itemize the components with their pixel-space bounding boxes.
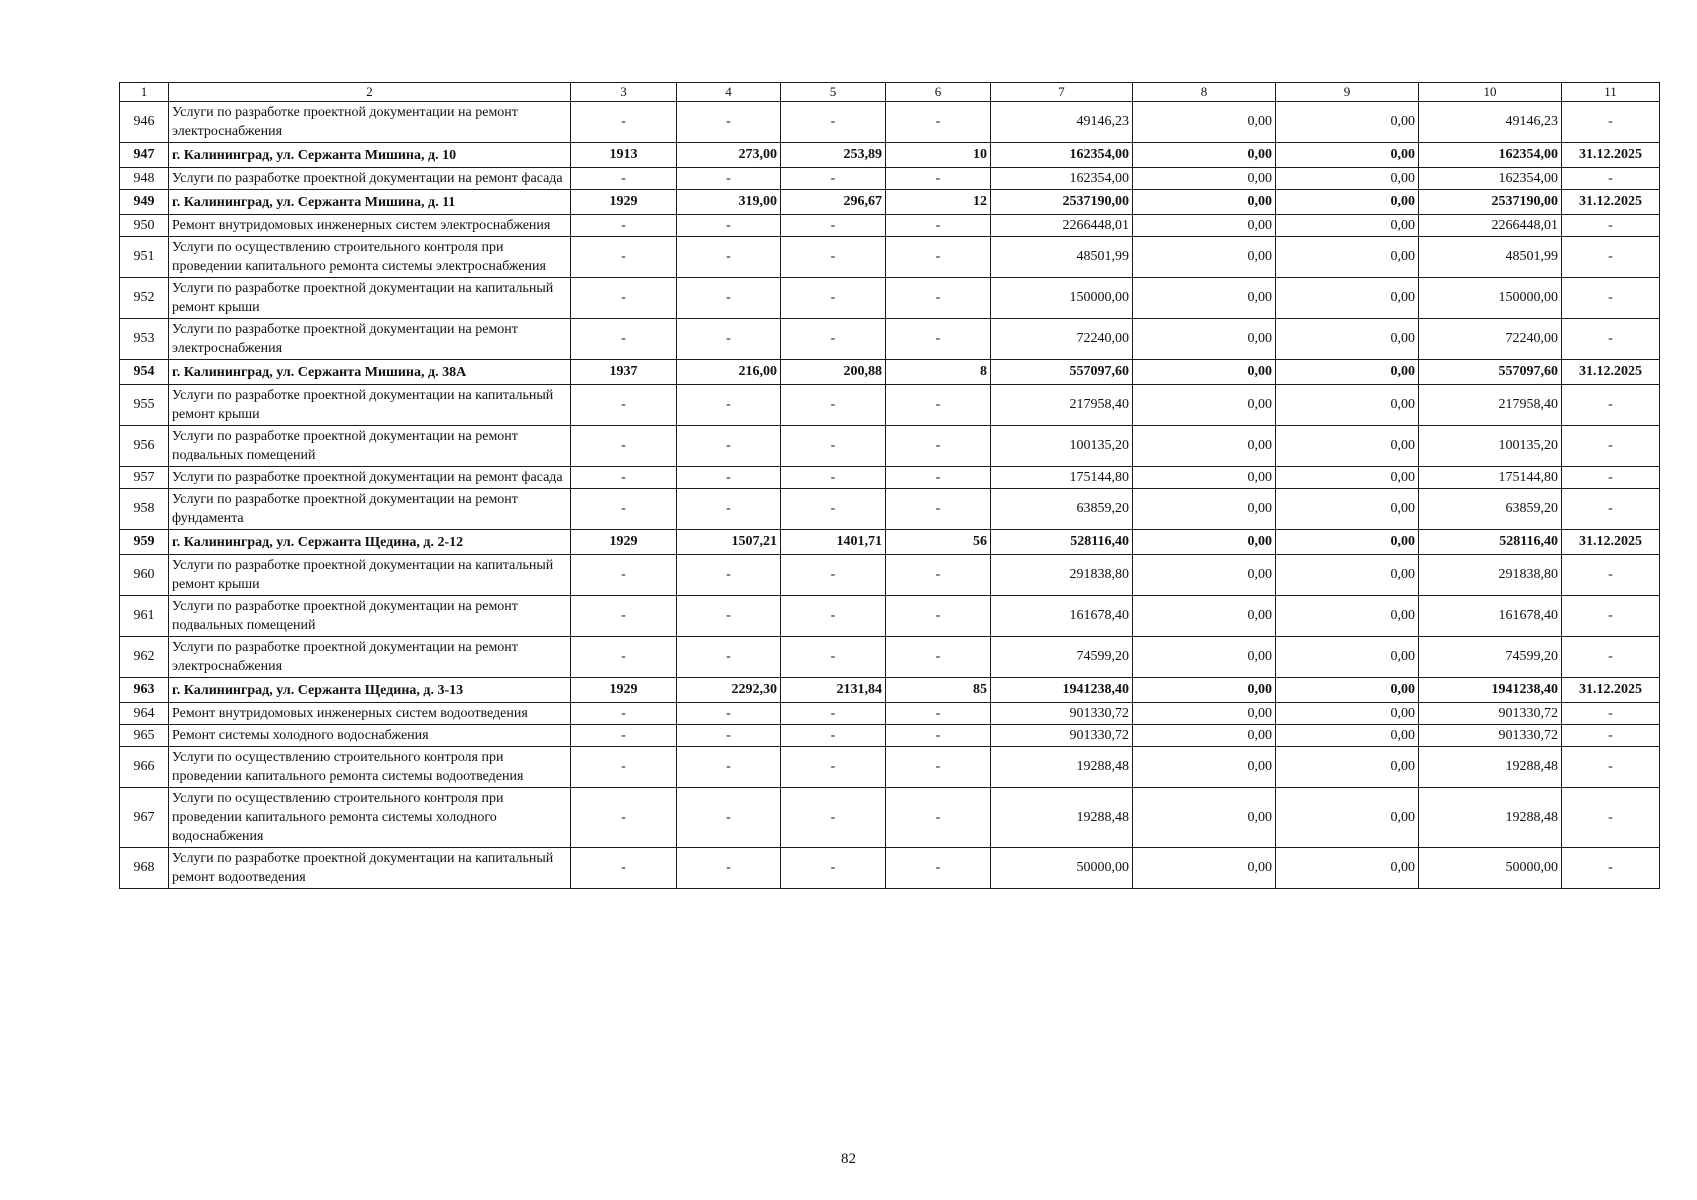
total-cost-cell: 49146,23 — [991, 102, 1133, 143]
table-body — [120, 102, 1660, 889]
area-total-cell: - — [677, 278, 781, 319]
year-cell: - — [571, 637, 677, 678]
residents-cell: - — [886, 703, 991, 725]
cost-col9-cell: 0,00 — [1276, 848, 1419, 889]
area-living-cell: 296,67 — [781, 190, 886, 215]
description-cell: Услуги по осуществлению строительного контроля при проведении капитального ремонта системы водоотведения — [169, 747, 571, 788]
table-row — [120, 596, 1660, 637]
row-number-cell: 956 — [120, 426, 169, 467]
description-cell: Услуги по разработке проектной документации на ремонт фасада — [169, 467, 571, 489]
residents-cell: - — [886, 237, 991, 278]
year-cell: 1913 — [571, 143, 677, 168]
cost-col10-cell: 19288,48 — [1419, 747, 1562, 788]
area-total-cell: 216,00 — [677, 360, 781, 385]
cost-col10-cell: 1941238,40 — [1419, 678, 1562, 703]
year-cell: 1937 — [571, 360, 677, 385]
residents-cell: - — [886, 319, 991, 360]
residents-cell: 56 — [886, 530, 991, 555]
row-number-cell: 959 — [120, 530, 169, 555]
column-header: 1 — [120, 83, 169, 102]
area-total-cell: - — [677, 747, 781, 788]
table-row — [120, 848, 1660, 889]
table-row — [120, 385, 1660, 426]
column-header: 9 — [1276, 83, 1419, 102]
column-header: 8 — [1133, 83, 1276, 102]
area-total-cell: - — [677, 237, 781, 278]
deadline-cell: - — [1562, 426, 1660, 467]
residents-cell: - — [886, 102, 991, 143]
year-cell: - — [571, 848, 677, 889]
description-cell: Услуги по осуществлению строительного контроля при проведении капитального ремонта системы холодного водоснабжения — [169, 788, 571, 848]
description-cell: Ремонт внутридомовых инженерных систем водоотведения — [169, 703, 571, 725]
deadline-cell: 31.12.2025 — [1562, 530, 1660, 555]
area-total-cell: - — [677, 725, 781, 747]
area-total-cell: 319,00 — [677, 190, 781, 215]
cost-col9-cell: 0,00 — [1276, 143, 1419, 168]
area-living-cell: - — [781, 555, 886, 596]
year-cell: - — [571, 319, 677, 360]
row-number-cell: 946 — [120, 102, 169, 143]
cost-col9-cell: 0,00 — [1276, 215, 1419, 237]
area-living-cell: 253,89 — [781, 143, 886, 168]
year-cell: - — [571, 555, 677, 596]
total-cost-cell: 19288,48 — [991, 788, 1133, 848]
area-total-cell: - — [677, 848, 781, 889]
cost-col9-cell: 0,00 — [1276, 467, 1419, 489]
year-cell: - — [571, 237, 677, 278]
cost-col8-cell: 0,00 — [1133, 360, 1276, 385]
cost-col8-cell: 0,00 — [1133, 788, 1276, 848]
address-row — [120, 143, 1660, 168]
cost-col9-cell: 0,00 — [1276, 426, 1419, 467]
description-cell: Услуги по разработке проектной документации на капитальный ремонт водоотведения — [169, 848, 571, 889]
deadline-cell: - — [1562, 102, 1660, 143]
deadline-cell: - — [1562, 747, 1660, 788]
cost-col8-cell: 0,00 — [1133, 848, 1276, 889]
cost-col8-cell: 0,00 — [1133, 747, 1276, 788]
cost-col9-cell: 0,00 — [1276, 788, 1419, 848]
area-total-cell: - — [677, 555, 781, 596]
residents-cell: - — [886, 747, 991, 788]
description-cell: Услуги по разработке проектной документации на ремонт подвальных помещений — [169, 426, 571, 467]
row-number-cell: 960 — [120, 555, 169, 596]
deadline-cell: - — [1562, 489, 1660, 530]
cost-col8-cell: 0,00 — [1133, 237, 1276, 278]
area-living-cell: - — [781, 703, 886, 725]
cost-col9-cell: 0,00 — [1276, 237, 1419, 278]
residents-cell: 8 — [886, 360, 991, 385]
total-cost-cell: 901330,72 — [991, 725, 1133, 747]
description-cell: Услуги по разработке проектной документации на ремонт фасада — [169, 168, 571, 190]
year-cell: - — [571, 385, 677, 426]
cost-col10-cell: 901330,72 — [1419, 725, 1562, 747]
area-total-cell: - — [677, 489, 781, 530]
table-row — [120, 319, 1660, 360]
residents-cell: - — [886, 848, 991, 889]
row-number-cell: 957 — [120, 467, 169, 489]
cost-col9-cell: 0,00 — [1276, 102, 1419, 143]
area-total-cell: 2292,30 — [677, 678, 781, 703]
deadline-cell: - — [1562, 168, 1660, 190]
residents-cell: - — [886, 555, 991, 596]
residents-cell: - — [886, 467, 991, 489]
row-number-cell: 965 — [120, 725, 169, 747]
area-total-cell: - — [677, 215, 781, 237]
cost-col9-cell: 0,00 — [1276, 637, 1419, 678]
deadline-cell: - — [1562, 725, 1660, 747]
total-cost-cell: 74599,20 — [991, 637, 1133, 678]
description-cell: Ремонт системы холодного водоснабжения — [169, 725, 571, 747]
column-header: 2 — [169, 83, 571, 102]
area-living-cell: - — [781, 788, 886, 848]
cost-col10-cell: 2537190,00 — [1419, 190, 1562, 215]
row-number-cell: 949 — [120, 190, 169, 215]
cost-col8-cell: 0,00 — [1133, 725, 1276, 747]
area-total-cell: - — [677, 426, 781, 467]
cost-col10-cell: 19288,48 — [1419, 788, 1562, 848]
cost-col9-cell: 0,00 — [1276, 489, 1419, 530]
residents-cell: - — [886, 168, 991, 190]
row-number-cell: 967 — [120, 788, 169, 848]
column-header: 11 — [1562, 83, 1660, 102]
description-cell: г. Калининград, ул. Сержанта Щедина, д. 2-12 — [169, 530, 571, 555]
row-number-cell: 962 — [120, 637, 169, 678]
year-cell: - — [571, 215, 677, 237]
column-number-row — [120, 83, 1660, 102]
deadline-cell: - — [1562, 788, 1660, 848]
cost-col10-cell: 162354,00 — [1419, 168, 1562, 190]
cost-col8-cell: 0,00 — [1133, 215, 1276, 237]
cost-col10-cell: 74599,20 — [1419, 637, 1562, 678]
total-cost-cell: 162354,00 — [991, 143, 1133, 168]
residents-cell: - — [886, 788, 991, 848]
deadline-cell: - — [1562, 637, 1660, 678]
cost-col8-cell: 0,00 — [1133, 489, 1276, 530]
year-cell: - — [571, 747, 677, 788]
deadline-cell: - — [1562, 237, 1660, 278]
description-cell: Услуги по осуществлению строительного контроля при проведении капитального ремонта системы электроснабжения — [169, 237, 571, 278]
cost-col8-cell: 0,00 — [1133, 190, 1276, 215]
cost-col10-cell: 63859,20 — [1419, 489, 1562, 530]
deadline-cell: - — [1562, 596, 1660, 637]
area-living-cell: - — [781, 278, 886, 319]
cost-col9-cell: 0,00 — [1276, 596, 1419, 637]
capital-repair-table — [119, 82, 1660, 889]
cost-col9-cell: 0,00 — [1276, 168, 1419, 190]
row-number-cell: 951 — [120, 237, 169, 278]
table-row — [120, 215, 1660, 237]
year-cell: - — [571, 489, 677, 530]
table-row — [120, 788, 1660, 848]
row-number-cell: 968 — [120, 848, 169, 889]
total-cost-cell: 100135,20 — [991, 426, 1133, 467]
deadline-cell: - — [1562, 703, 1660, 725]
description-cell: Услуги по разработке проектной документации на ремонт фундамента — [169, 489, 571, 530]
cost-col10-cell: 150000,00 — [1419, 278, 1562, 319]
cost-col10-cell: 161678,40 — [1419, 596, 1562, 637]
year-cell: - — [571, 788, 677, 848]
total-cost-cell: 901330,72 — [991, 703, 1133, 725]
total-cost-cell: 217958,40 — [991, 385, 1133, 426]
row-number-cell: 955 — [120, 385, 169, 426]
total-cost-cell: 528116,40 — [991, 530, 1133, 555]
cost-col10-cell: 291838,80 — [1419, 555, 1562, 596]
row-number-cell: 961 — [120, 596, 169, 637]
description-cell: г. Калининград, ул. Сержанта Мишина, д. 11 — [169, 190, 571, 215]
area-total-cell: - — [677, 319, 781, 360]
row-number-cell: 954 — [120, 360, 169, 385]
table-row — [120, 426, 1660, 467]
total-cost-cell: 162354,00 — [991, 168, 1133, 190]
deadline-cell: - — [1562, 215, 1660, 237]
description-cell: г. Калининград, ул. Сержанта Мишина, д. 38А — [169, 360, 571, 385]
cost-col9-cell: 0,00 — [1276, 278, 1419, 319]
address-row — [120, 530, 1660, 555]
area-total-cell: - — [677, 385, 781, 426]
area-total-cell: 273,00 — [677, 143, 781, 168]
description-cell: Услуги по разработке проектной документации на ремонт подвальных помещений — [169, 596, 571, 637]
address-row — [120, 678, 1660, 703]
year-cell: - — [571, 596, 677, 637]
total-cost-cell: 557097,60 — [991, 360, 1133, 385]
column-header: 3 — [571, 83, 677, 102]
year-cell: - — [571, 168, 677, 190]
cost-col10-cell: 72240,00 — [1419, 319, 1562, 360]
deadline-cell: - — [1562, 385, 1660, 426]
area-living-cell: - — [781, 426, 886, 467]
cost-col8-cell: 0,00 — [1133, 555, 1276, 596]
area-total-cell: 1507,21 — [677, 530, 781, 555]
area-living-cell: - — [781, 596, 886, 637]
deadline-cell: - — [1562, 555, 1660, 596]
cost-col9-cell: 0,00 — [1276, 190, 1419, 215]
cost-col10-cell: 217958,40 — [1419, 385, 1562, 426]
description-cell: Услуги по разработке проектной документации на капитальный ремонт крыши — [169, 555, 571, 596]
year-cell: - — [571, 102, 677, 143]
cost-col10-cell: 528116,40 — [1419, 530, 1562, 555]
cost-col9-cell: 0,00 — [1276, 385, 1419, 426]
total-cost-cell: 175144,80 — [991, 467, 1133, 489]
residents-cell: - — [886, 426, 991, 467]
total-cost-cell: 1941238,40 — [991, 678, 1133, 703]
area-living-cell: - — [781, 168, 886, 190]
row-number-cell: 963 — [120, 678, 169, 703]
area-total-cell: - — [677, 102, 781, 143]
year-cell: - — [571, 703, 677, 725]
cost-col10-cell: 49146,23 — [1419, 102, 1562, 143]
description-cell: Услуги по разработке проектной документации на капитальный ремонт крыши — [169, 278, 571, 319]
page-number: 82 — [841, 1151, 856, 1167]
area-total-cell: - — [677, 467, 781, 489]
cost-col8-cell: 0,00 — [1133, 426, 1276, 467]
cost-col8-cell: 0,00 — [1133, 678, 1276, 703]
total-cost-cell: 161678,40 — [991, 596, 1133, 637]
cost-col8-cell: 0,00 — [1133, 596, 1276, 637]
table-row — [120, 703, 1660, 725]
cost-col9-cell: 0,00 — [1276, 555, 1419, 596]
area-total-cell: - — [677, 168, 781, 190]
cost-col9-cell: 0,00 — [1276, 678, 1419, 703]
cost-col8-cell: 0,00 — [1133, 319, 1276, 360]
residents-cell: 12 — [886, 190, 991, 215]
deadline-cell: 31.12.2025 — [1562, 360, 1660, 385]
area-living-cell: - — [781, 319, 886, 360]
total-cost-cell: 2537190,00 — [991, 190, 1133, 215]
row-number-cell: 953 — [120, 319, 169, 360]
cost-col10-cell: 162354,00 — [1419, 143, 1562, 168]
total-cost-cell: 2266448,01 — [991, 215, 1133, 237]
cost-col8-cell: 0,00 — [1133, 102, 1276, 143]
cost-col8-cell: 0,00 — [1133, 278, 1276, 319]
cost-col8-cell: 0,00 — [1133, 168, 1276, 190]
row-number-cell: 952 — [120, 278, 169, 319]
year-cell: 1929 — [571, 190, 677, 215]
row-number-cell: 958 — [120, 489, 169, 530]
area-total-cell: - — [677, 788, 781, 848]
cost-col9-cell: 0,00 — [1276, 725, 1419, 747]
area-total-cell: - — [677, 596, 781, 637]
total-cost-cell: 50000,00 — [991, 848, 1133, 889]
description-cell: г. Калининград, ул. Сержанта Мишина, д. 10 — [169, 143, 571, 168]
area-living-cell: 1401,71 — [781, 530, 886, 555]
residents-cell: - — [886, 725, 991, 747]
table-row — [120, 102, 1660, 143]
deadline-cell: 31.12.2025 — [1562, 143, 1660, 168]
column-header: 7 — [991, 83, 1133, 102]
residents-cell: 85 — [886, 678, 991, 703]
area-living-cell: - — [781, 489, 886, 530]
cost-col9-cell: 0,00 — [1276, 360, 1419, 385]
row-number-cell: 947 — [120, 143, 169, 168]
description-cell: Ремонт внутридомовых инженерных систем электроснабжения — [169, 215, 571, 237]
cost-col8-cell: 0,00 — [1133, 385, 1276, 426]
cost-col8-cell: 0,00 — [1133, 637, 1276, 678]
table-row — [120, 725, 1660, 747]
column-header: 6 — [886, 83, 991, 102]
table-row — [120, 489, 1660, 530]
area-living-cell: - — [781, 637, 886, 678]
cost-col10-cell: 557097,60 — [1419, 360, 1562, 385]
description-cell: Услуги по разработке проектной документации на ремонт электроснабжения — [169, 319, 571, 360]
deadline-cell: 31.12.2025 — [1562, 190, 1660, 215]
deadline-cell: - — [1562, 278, 1660, 319]
description-cell: г. Калининград, ул. Сержанта Щедина, д. 3-13 — [169, 678, 571, 703]
table-row — [120, 278, 1660, 319]
row-number-cell: 964 — [120, 703, 169, 725]
cost-col10-cell: 100135,20 — [1419, 426, 1562, 467]
cost-col8-cell: 0,00 — [1133, 703, 1276, 725]
area-living-cell: - — [781, 385, 886, 426]
table-row — [120, 237, 1660, 278]
table-row — [120, 747, 1660, 788]
cost-col10-cell: 2266448,01 — [1419, 215, 1562, 237]
row-number-cell: 966 — [120, 747, 169, 788]
year-cell: - — [571, 278, 677, 319]
description-cell: Услуги по разработке проектной документации на капитальный ремонт крыши — [169, 385, 571, 426]
cost-col9-cell: 0,00 — [1276, 319, 1419, 360]
table-row — [120, 467, 1660, 489]
year-cell: - — [571, 467, 677, 489]
total-cost-cell: 291838,80 — [991, 555, 1133, 596]
cost-col9-cell: 0,00 — [1276, 747, 1419, 788]
total-cost-cell: 63859,20 — [991, 489, 1133, 530]
residents-cell: - — [886, 637, 991, 678]
area-living-cell: - — [781, 725, 886, 747]
cost-col10-cell: 48501,99 — [1419, 237, 1562, 278]
cost-col8-cell: 0,00 — [1133, 530, 1276, 555]
area-total-cell: - — [677, 703, 781, 725]
area-living-cell: 200,88 — [781, 360, 886, 385]
year-cell: 1929 — [571, 678, 677, 703]
cost-col9-cell: 0,00 — [1276, 703, 1419, 725]
total-cost-cell: 19288,48 — [991, 747, 1133, 788]
total-cost-cell: 72240,00 — [991, 319, 1133, 360]
column-header: 5 — [781, 83, 886, 102]
cost-col9-cell: 0,00 — [1276, 530, 1419, 555]
deadline-cell: - — [1562, 467, 1660, 489]
area-living-cell: 2131,84 — [781, 678, 886, 703]
area-living-cell: - — [781, 237, 886, 278]
deadline-cell: 31.12.2025 — [1562, 678, 1660, 703]
cost-col10-cell: 50000,00 — [1419, 848, 1562, 889]
table-row — [120, 168, 1660, 190]
area-living-cell: - — [781, 848, 886, 889]
year-cell: - — [571, 725, 677, 747]
cost-col10-cell: 175144,80 — [1419, 467, 1562, 489]
area-living-cell: - — [781, 467, 886, 489]
residents-cell: 10 — [886, 143, 991, 168]
cost-col8-cell: 0,00 — [1133, 467, 1276, 489]
residents-cell: - — [886, 215, 991, 237]
cost-col8-cell: 0,00 — [1133, 143, 1276, 168]
area-living-cell: - — [781, 102, 886, 143]
area-living-cell: - — [781, 747, 886, 788]
address-row — [120, 190, 1660, 215]
year-cell: 1929 — [571, 530, 677, 555]
address-row — [120, 360, 1660, 385]
total-cost-cell: 48501,99 — [991, 237, 1133, 278]
table-row — [120, 637, 1660, 678]
column-header: 10 — [1419, 83, 1562, 102]
area-total-cell: - — [677, 637, 781, 678]
deadline-cell: - — [1562, 319, 1660, 360]
cost-col10-cell: 901330,72 — [1419, 703, 1562, 725]
row-number-cell: 950 — [120, 215, 169, 237]
column-header: 4 — [677, 83, 781, 102]
area-living-cell: - — [781, 215, 886, 237]
residents-cell: - — [886, 385, 991, 426]
residents-cell: - — [886, 489, 991, 530]
year-cell: - — [571, 426, 677, 467]
deadline-cell: - — [1562, 848, 1660, 889]
row-number-cell: 948 — [120, 168, 169, 190]
residents-cell: - — [886, 278, 991, 319]
description-cell: Услуги по разработке проектной документации на ремонт электроснабжения — [169, 102, 571, 143]
residents-cell: - — [886, 596, 991, 637]
description-cell: Услуги по разработке проектной документации на ремонт электроснабжения — [169, 637, 571, 678]
total-cost-cell: 150000,00 — [991, 278, 1133, 319]
table-row — [120, 555, 1660, 596]
